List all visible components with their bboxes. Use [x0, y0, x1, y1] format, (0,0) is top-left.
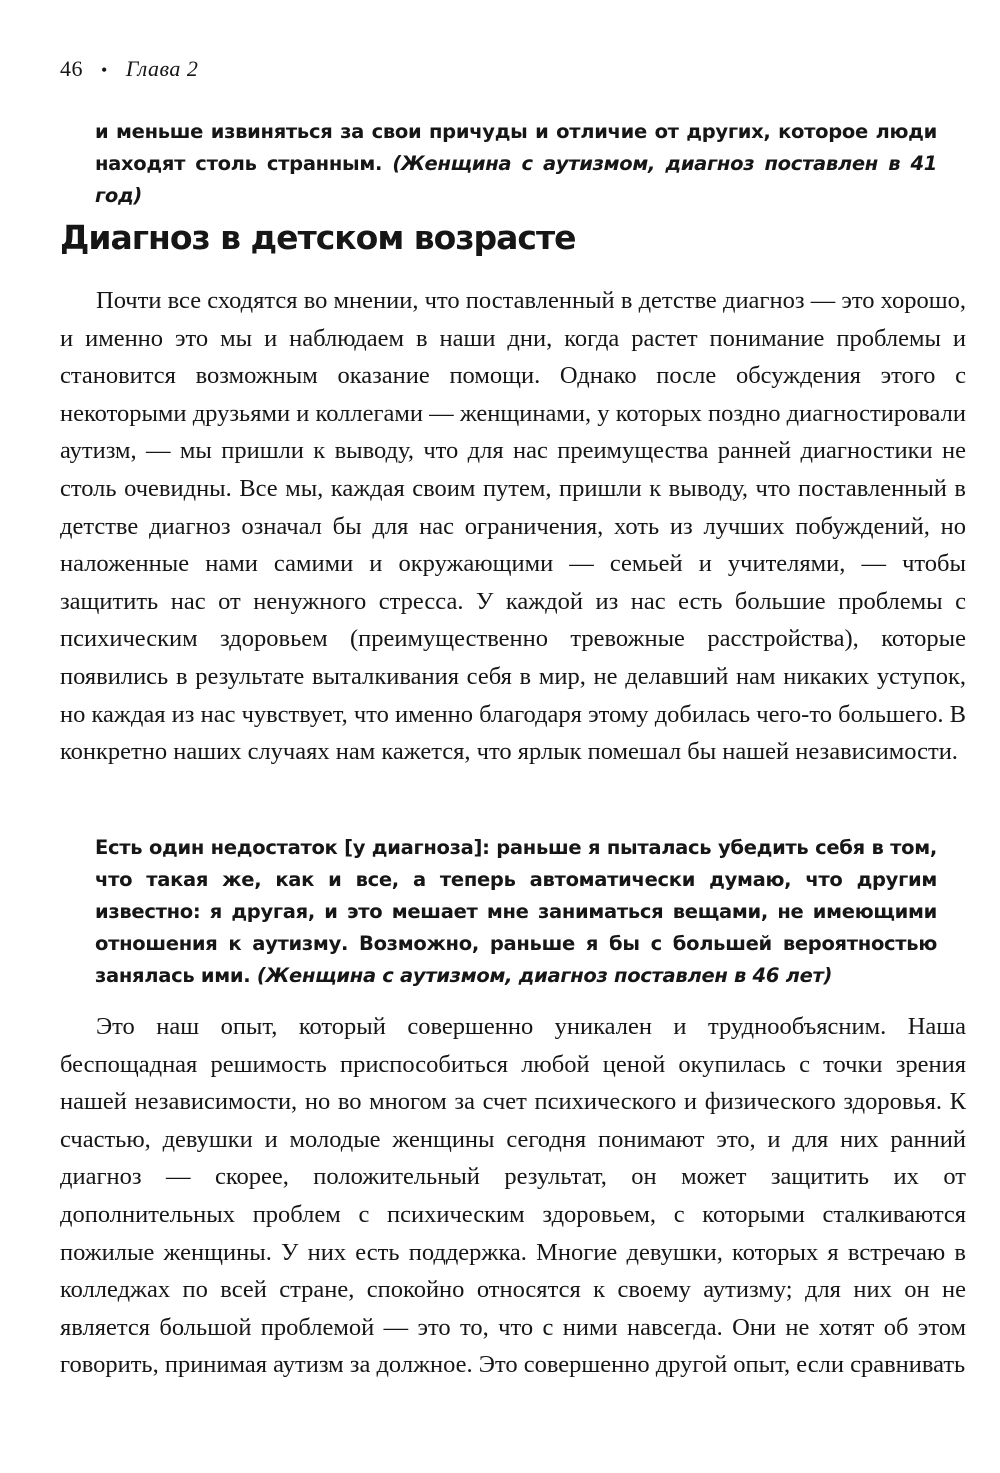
quote-source: (Женщина с аутизмом, диагноз поставлен в 41 год): [95, 152, 937, 207]
quote-text: и меньше извиняться за свои причуды и отличие от других, которое люди находят столь странным.: [95, 120, 937, 175]
quote-source: (Женщина с аутизмом, диагноз поставлен в 46 лет): [256, 964, 833, 987]
section-heading: Диагноз в детском возрасте: [60, 218, 576, 257]
body-paragraph-2: Это наш опыт, который совершенно уникален и труднообъясним. Наша беспощадная решимость приспособиться любой ценой окупилась с точки зрения нашей независимости, но во многом за счет психического и физического здоровья. К счастью, девушки и молодые женщины сегодня понимают это, и для них ранний диагноз — скорее, положительный результат, он может защитить их от дополнительных проблем с психическим здоровьем, с которыми сталкиваются пожилые женщины. У них есть поддержка. Многие девушки, которых я встречаю в колледжах по всей стране, спокойно относятся к своему аутизму; для них он не является большой проблемой — это то, что с ними навсегда. Они не хотят об этом говорить, принимая аутизм за должное. Это совершенно другой опыт, если сравнивать: [60, 1013, 966, 1379]
body-paragraph-1: Почти все сходятся во мнении, что поставленный в детстве диагноз — это хорошо, и именно это мы и наблюдаем в наши дни, когда растет понимание проблемы и становится возможным оказание помощи. Однако после обсуждения этого с некоторыми друзьями и коллегами — женщинами, у которых поздно диагностировали аутизм, — мы пришли к выводу, что для нас преимущества ранней диагностики не столь очевидны. Все мы, каждая своим путем, пришли к выводу, что поставленный в детстве диагноз означал бы для нас ограничения, хоть из лучших побуждений, но наложенные нами самими и окружающими — семьей и учителями, — чтобы защитить нас от ненужного стресса. У каждой из нас есть большие проблемы с психическим здоровьем (преимущественно тревожные расстройства), которые появились в результате выталкивания себя в мир, не делавший нам никаких уступок, но каждая из нас чувствует, что именно благодаря этому добилась чего-то большего. В конкретно наших случаях нам кажется, что ярлык помешал бы нашей независимости.: [60, 287, 966, 766]
page-number: 46: [60, 56, 83, 81]
quote-block-top: [95, 116, 937, 212]
header-separator: •: [101, 60, 108, 80]
quote-text: Есть один недостаток [у диагноза]: раньше я пыталась убедить себя в том, что такая же, как и все, а теперь автоматически думаю, что другим известно: я другая, и это мешает мне заниматься вещами, не имеющими отношения к аутизму. Возможно, раньше я бы с большей вероятностью занялась ими.: [95, 836, 937, 987]
running-header: [60, 56, 198, 82]
quote-block-middle: [95, 832, 937, 992]
chapter-title: Глава 2: [125, 56, 199, 81]
